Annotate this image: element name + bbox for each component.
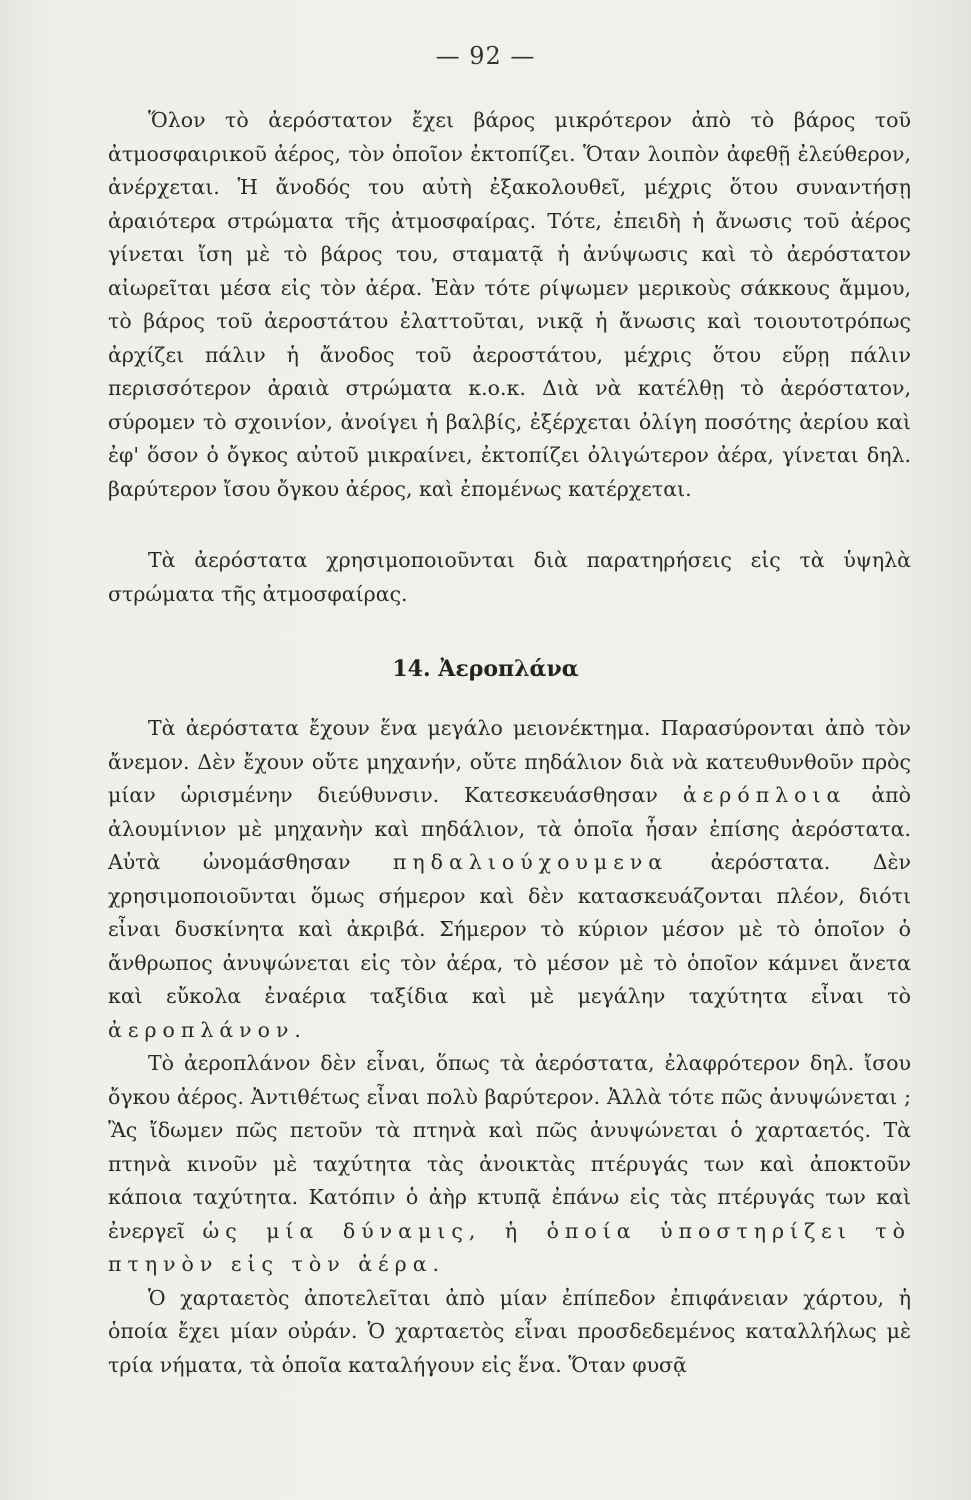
paragraph-balloon-uses: Τὰ ἀερόστατα χρησιμοποιοῦνται διὰ παρατηρήσεις εἰς τὰ ὑψηλὰ στρώματα τῆς ἀτμοσφαίρας. <box>108 548 911 606</box>
paragraph-airplane-lift <box>108 1047 911 1282</box>
section-heading-airplanes: 14. Ἀεροπλάνα <box>392 656 579 682</box>
paragraph-text: Τὰ ἀερόστατα ἔχουν ἕνα μεγάλο μειονέκτημα. Παρασύρονται ἀπὸ τὸν ἄνεμον. Δὲν ἔχουν οὔτε μηχανήν, οὔτε πηδάλιον διὰ νὰ κατευθυνθοῦν πρὸς μίαν ὡρισμένην διεύθυνσιν. Κατεσκευάσθησαν <box>108 716 911 807</box>
paragraph-text: ἀπὸ ἀλουμίνιον μὲ μηχανὴν καὶ πηδάλιον, τὰ ὁποῖα ἦσαν ἐπίσης ἀερόστατα. Αὐτὰ ὠνομάσθησαν <box>108 783 911 874</box>
spaced-term-steerable: πηδαλιούχουμενα <box>392 850 669 874</box>
paragraph-balloon-ascent: Ὅλον τὸ ἀερόστατον ἔχει βάρος μικρότερον ἀπὸ τὸ βάρος τοῦ ἀτμοσφαιρικοῦ ἀέρος, τὸν ὁποῖον ἐκτοπίζει. Ὅταν λοιπὸν ἀφεθῇ ἐλεύθερον, ἀνέρχεται. Ἡ ἄνοδός του αὐτὴ ἐξακολουθεῖ, μέχρις ὅτου συναντήσῃ ἀραιότερα στρώματα τῆς ἀτμοσφαίρας. Τότε, ἐπειδὴ ἡ ἄνωσις τοῦ ἀέρος γίνεται ἴση μὲ τὸ βάρος του, σταματᾷ ἡ ἀνύψωσις καὶ τὸ ἀερόστατον αἰωρεῖται μέσα εἰς τὸν ἀέρα. Ἐὰν τότε ρίψωμεν μερικοὺς σάκκους ἄμμου, τὸ βάρος τοῦ ἀεροστάτου ἐλαττοῦται, νικᾷ ἡ ἄνωσις καὶ τοιουτοτρόπως ἀρχίζει πάλιν ἡ ἄνοδος τοῦ ἀεροστάτου, μέχρις ὅτου εὕρῃ πάλιν περισσότερον ἀραιὰ στρώματα κ.ο.κ. Διὰ νὰ κατέλθῃ τὸ ἀερόστατον, σύρομεν τὸ σχοινίον, ἀνοίγει ἡ βαλβίς, ἐξέρχεται ὀλίγη ποσότης ἀερίου καὶ ἐφ' ὅσον ὁ ὄγκος αὐτοῦ μικραίνει, ἐκτοπίζει ὀλιγώτερον ἀέρα, γίνεται δηλ. βαρύτερον ἴσου ὄγκου ἀέρος, καὶ ἐπομένως κατέρχεται. <box>108 108 911 501</box>
text-block-balloons <box>108 104 911 506</box>
paragraph-kite: Ὁ χαρταετὸς ἀποτελεῖται ἀπὸ μίαν ἐπίπεδον ἐπιφάνειαν χάρτου, ἡ ὁποία ἔχει μίαν οὐράν. Ὁ χαρταετὸς εἶναι προσδεδεμένος καταλλήλως μὲ τρία νήματα, τὰ ὁποῖα καταλήγουν εἰς ἕνα. Ὅταν φυσᾷ <box>108 1285 911 1377</box>
spaced-term-airplane: ἀεροπλάνον. <box>108 1017 307 1042</box>
paragraph-text: Τὸ ἀεροπλάνον δὲν εἶναι, ὅπως τὰ ἀερόστατα, ἐλαφρότερον δηλ. ἴσου ὄγκου ἀέρος. Ἀντιθέτως εἶναι πολὺ βαρύτερον. Ἀλλὰ τότε πῶς ἀνυψώνεται ; Ἂς ἴδωμεν πῶς πετοῦν τὰ πτηνὰ καὶ πῶς ἀνυψώνεται ὁ χαρταετός. Τὰ πτηνὰ κινοῦν μὲ ταχύτητα τὰς ἀνοικτὰς πτέρυγάς των καὶ ἀποκτοῦν κάποια ταχύτητα. Κατόπιν ὁ ἀὴρ κτυπᾷ ἐπάνω εἰς τὰς πτέρυγάς των καὶ ἐνεργεῖ <box>108 1051 911 1243</box>
spaced-term-airships: ἀερόπλοια <box>682 783 847 807</box>
text-block-balloon-uses <box>108 544 911 611</box>
page-number: — 92 — <box>435 42 536 70</box>
paragraph-airship-disadvantage <box>108 712 911 1047</box>
text-block-airplanes <box>108 712 911 1382</box>
spaced-phrase-force: ὡς μία δύναμις, ἡ ὁποία ὑποστηρίζει τὸ πτηνὸν εἰς τὸν ἀέρα. <box>108 1218 911 1276</box>
paragraph-text: ἀερόστατα. Δὲν χρησιμοποιοῦνται ὅμως σήμερον καὶ δὲν κατασκευάζονται πλέον, διότι εἶναι δυσκίνητα καὶ ἀκριβά. Σήμερον τὸ κύριον μέσον μὲ τὸ ὁποῖον ὁ ἄνθρωπος ἀνυψώνεται εἰς τὸν ἀέρα, τὸ μέσον μὲ τὸ ὁποῖον κάμνει ἄνετα καὶ εὔκολα ἐναέρια ταξίδια καὶ μὲ μεγάλην ταχύτητα εἶναι τὸ <box>108 850 911 1008</box>
